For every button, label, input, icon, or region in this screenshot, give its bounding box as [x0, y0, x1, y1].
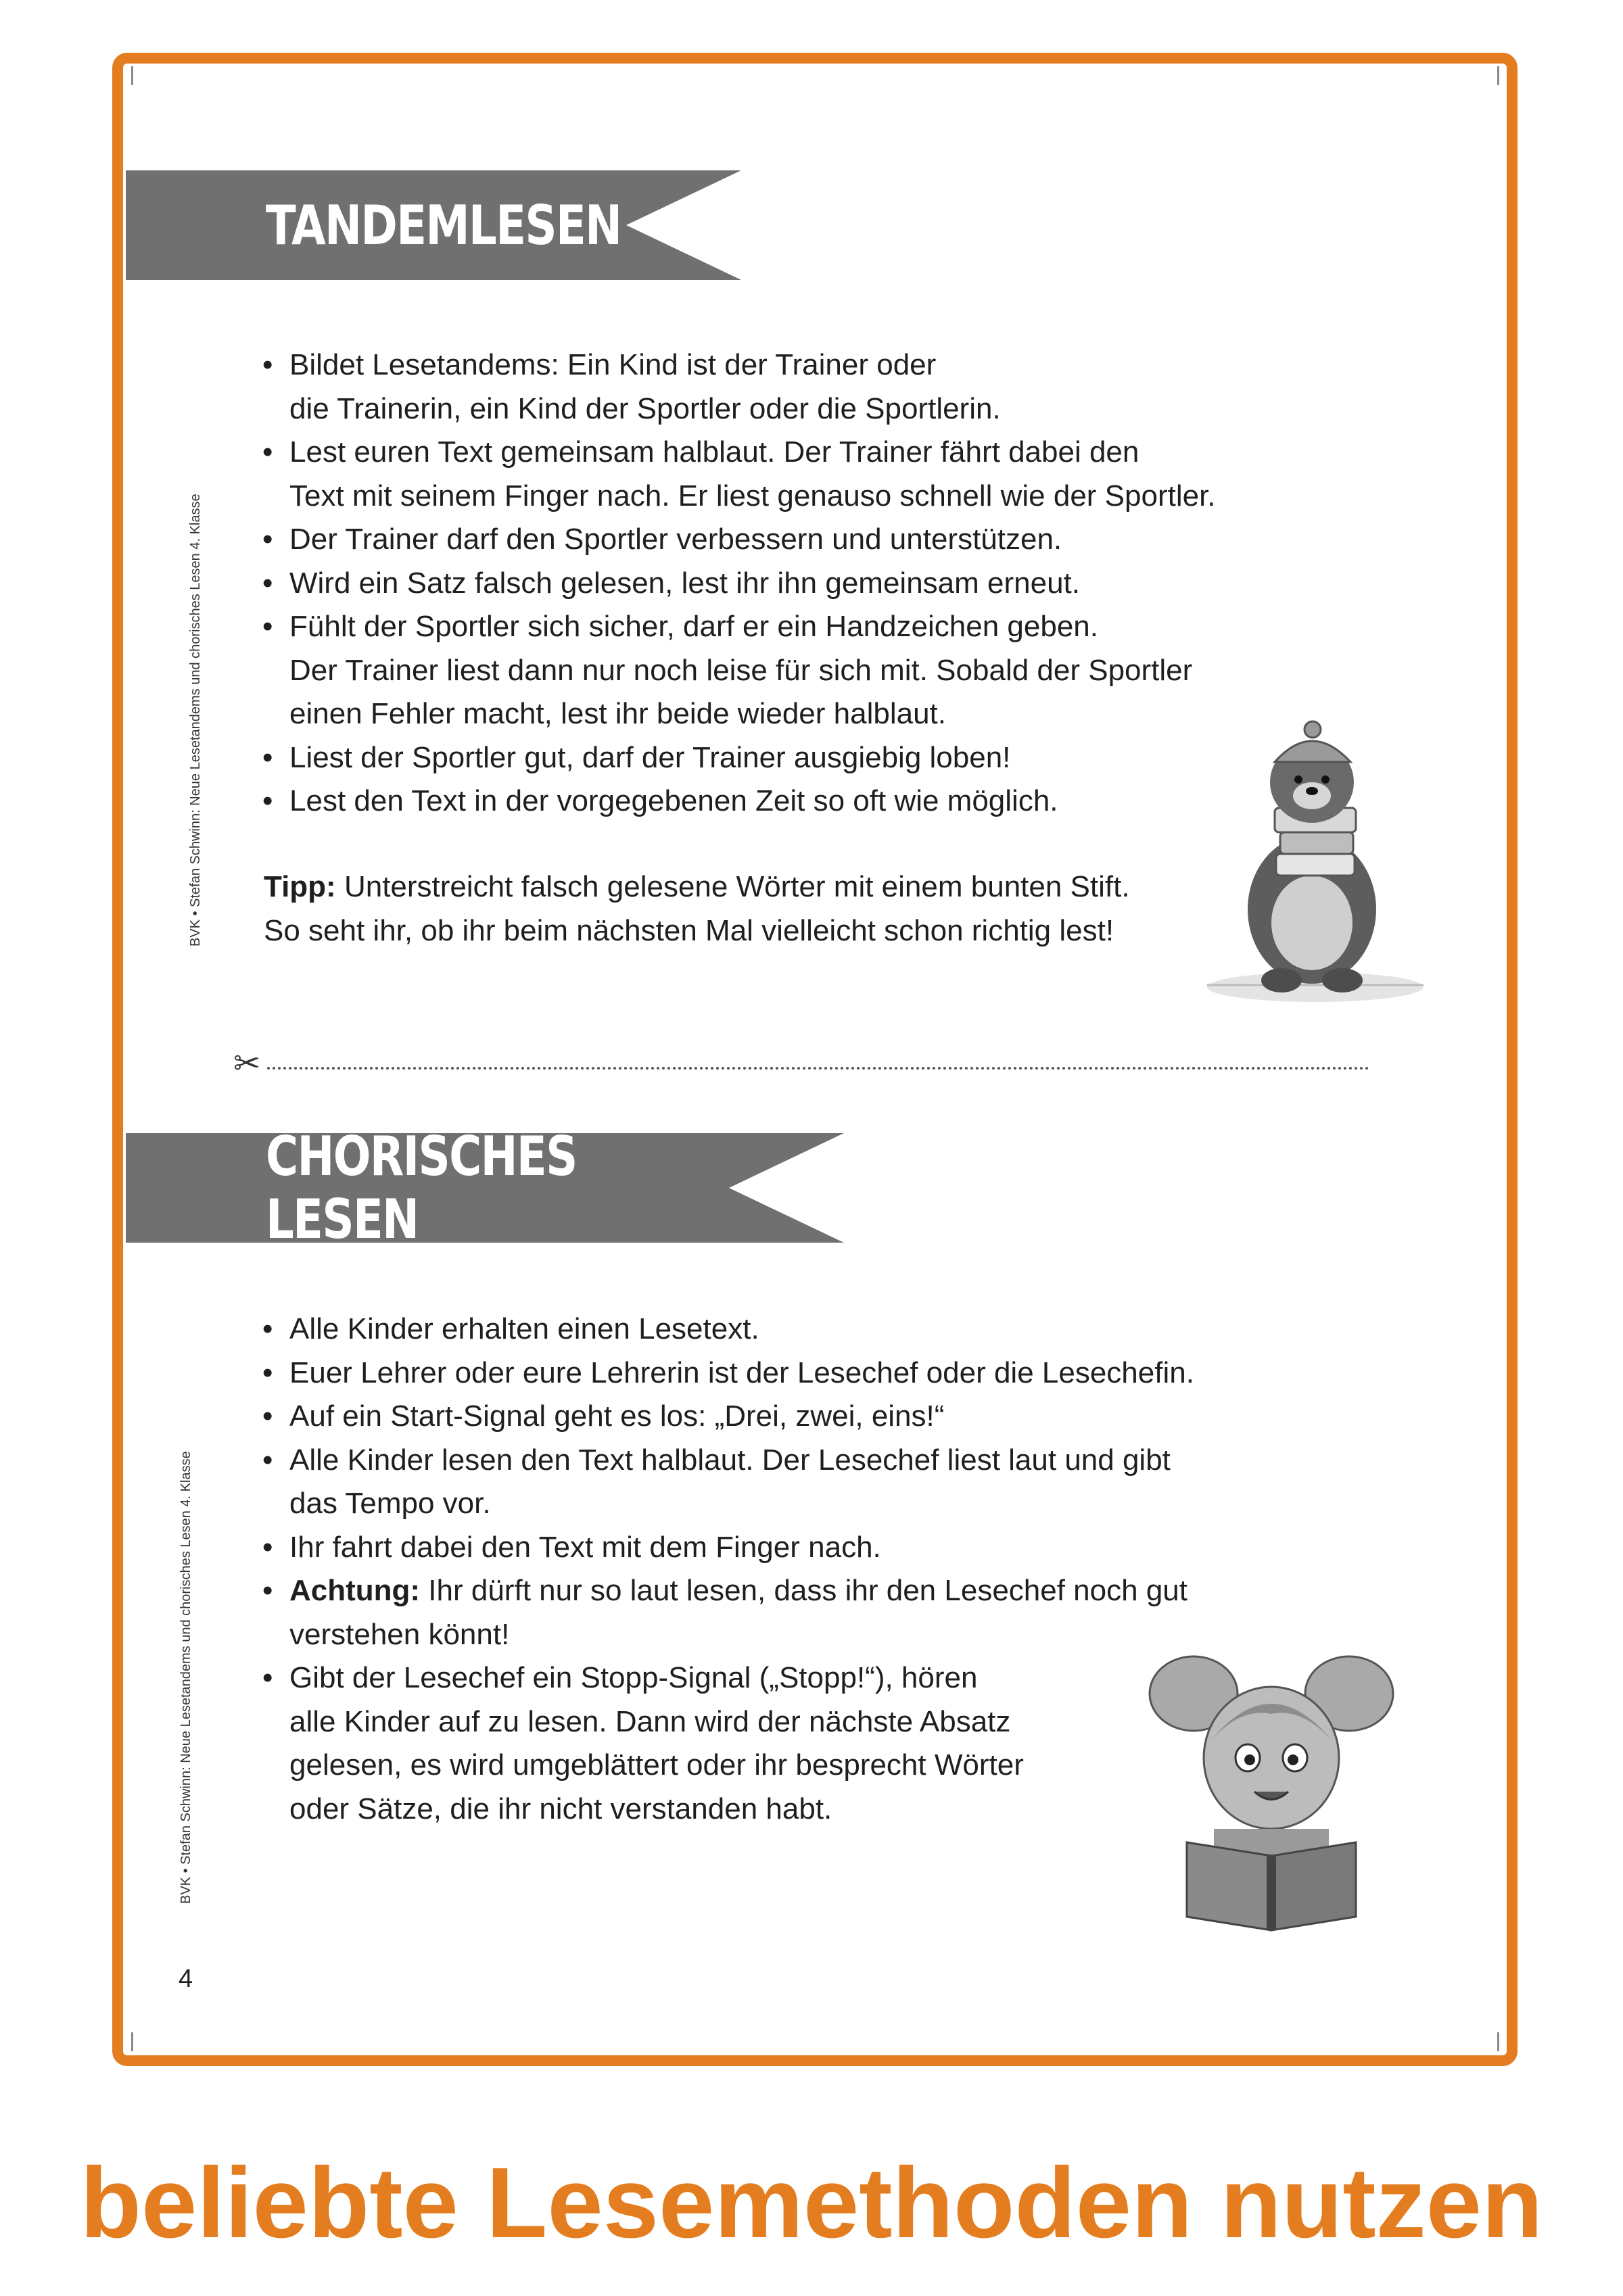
tandem-instructions [261, 343, 1216, 823]
section-title: CHORISCHES LESEN [266, 1125, 577, 1251]
list-item: • Achtung: Ihr dürft nur so laut lesen, dass ihr den Lesechef noch gut verstehen könnt! [261, 1569, 1194, 1656]
tip-label: Tipp: [264, 870, 336, 903]
crop-mark [131, 66, 133, 85]
tip-text: So seht ihr, ob ihr beim nächsten Mal vielleicht schon richtig lest! [264, 913, 1114, 947]
list-item: • Ihr fahrt dabei den Text mit dem Finger nach. [261, 1526, 1194, 1570]
list-item: • Wird ein Satz falsch gelesen, lest ihr ihn gemeinsam erneut. [261, 562, 1216, 606]
bear-illustration [1200, 720, 1430, 1004]
cut-line [267, 1067, 1369, 1070]
crop-mark [131, 2032, 133, 2051]
list-item: • Alle Kinder lesen den Text halblaut. Der Lesechef liest laut und gibt das Tempo vor. [261, 1439, 1194, 1526]
side-credit: BVK • Stefan Schwinn: Neue Lesetandems und chorisches Lesen 4. Klasse [179, 1451, 193, 1904]
tip-text: Unterstreicht falsch gelesene Wörter mit einem bunten Stift. [344, 870, 1130, 903]
footer-slogan: beliebte Lesemethoden nutzen [80, 2147, 1543, 2259]
chorisches-instructions [261, 1308, 1194, 1831]
list-item: • Liest der Sportler gut, darf der Trainer ausgiebig loben! [261, 736, 1216, 780]
list-item: • Fühlt der Sportler sich sicher, darf er ein Handzeichen geben. Der Trainer liest dann nur noch leise für sich mit. Sobald der Sportler einen Fehler macht, lest ihr beide wieder halblaut. [261, 605, 1216, 736]
section-banner-chorisches-lesen [126, 1125, 844, 1251]
page-number: 4 [179, 1965, 193, 1993]
section-title: TANDEMLESEN [266, 193, 621, 257]
list-item: • Bildet Lesetandems: Ein Kind ist der Trainer oder die Trainerin, ein Kind der Sportler oder die Sportlerin. [261, 343, 1216, 431]
list-item: • Euer Lehrer oder eure Lehrerin ist der Lesechef oder die Lesechefin. [261, 1352, 1194, 1395]
list-item: • Alle Kinder erhalten einen Lesetext. [261, 1308, 1194, 1352]
list-item: • Gibt der Lesechef ein Stopp-Signal („Stopp!“), hören alle Kinder auf zu lesen. Dann wird der nächste Absatz gelesen, es wird umgeblättert oder ihr besprecht Wörter oder Sätze, die ihr nicht verstanden habt. [261, 1656, 1194, 1831]
section-banner-tandemlesen [126, 170, 741, 280]
tip-box [264, 865, 1130, 953]
list-item: • Auf ein Start-Signal geht es los: „Drei, zwei, eins!“ [261, 1395, 1194, 1439]
side-credit: BVK • Stefan Schwinn: Neue Lesetandems und chorisches Lesen 4. Klasse [188, 494, 203, 947]
list-item: • Lest den Text in der vorgegebenen Zeit so oft wie möglich. [261, 780, 1216, 823]
attention-label: Achtung: [289, 1574, 421, 1607]
crop-mark [1497, 2032, 1499, 2051]
crop-mark [1497, 66, 1499, 85]
list-item: • Lest euren Text gemeinsam halblaut. Der Trainer fährt dabei den Text mit seinem Finger nach. Er liest genauso schnell wie der Sportler. [261, 431, 1216, 518]
list-item: • Der Trainer darf den Sportler verbessern und unterstützen. [261, 518, 1216, 562]
reading-girl-illustration [1146, 1640, 1396, 1937]
scissors-icon: ✂ [233, 1046, 261, 1082]
